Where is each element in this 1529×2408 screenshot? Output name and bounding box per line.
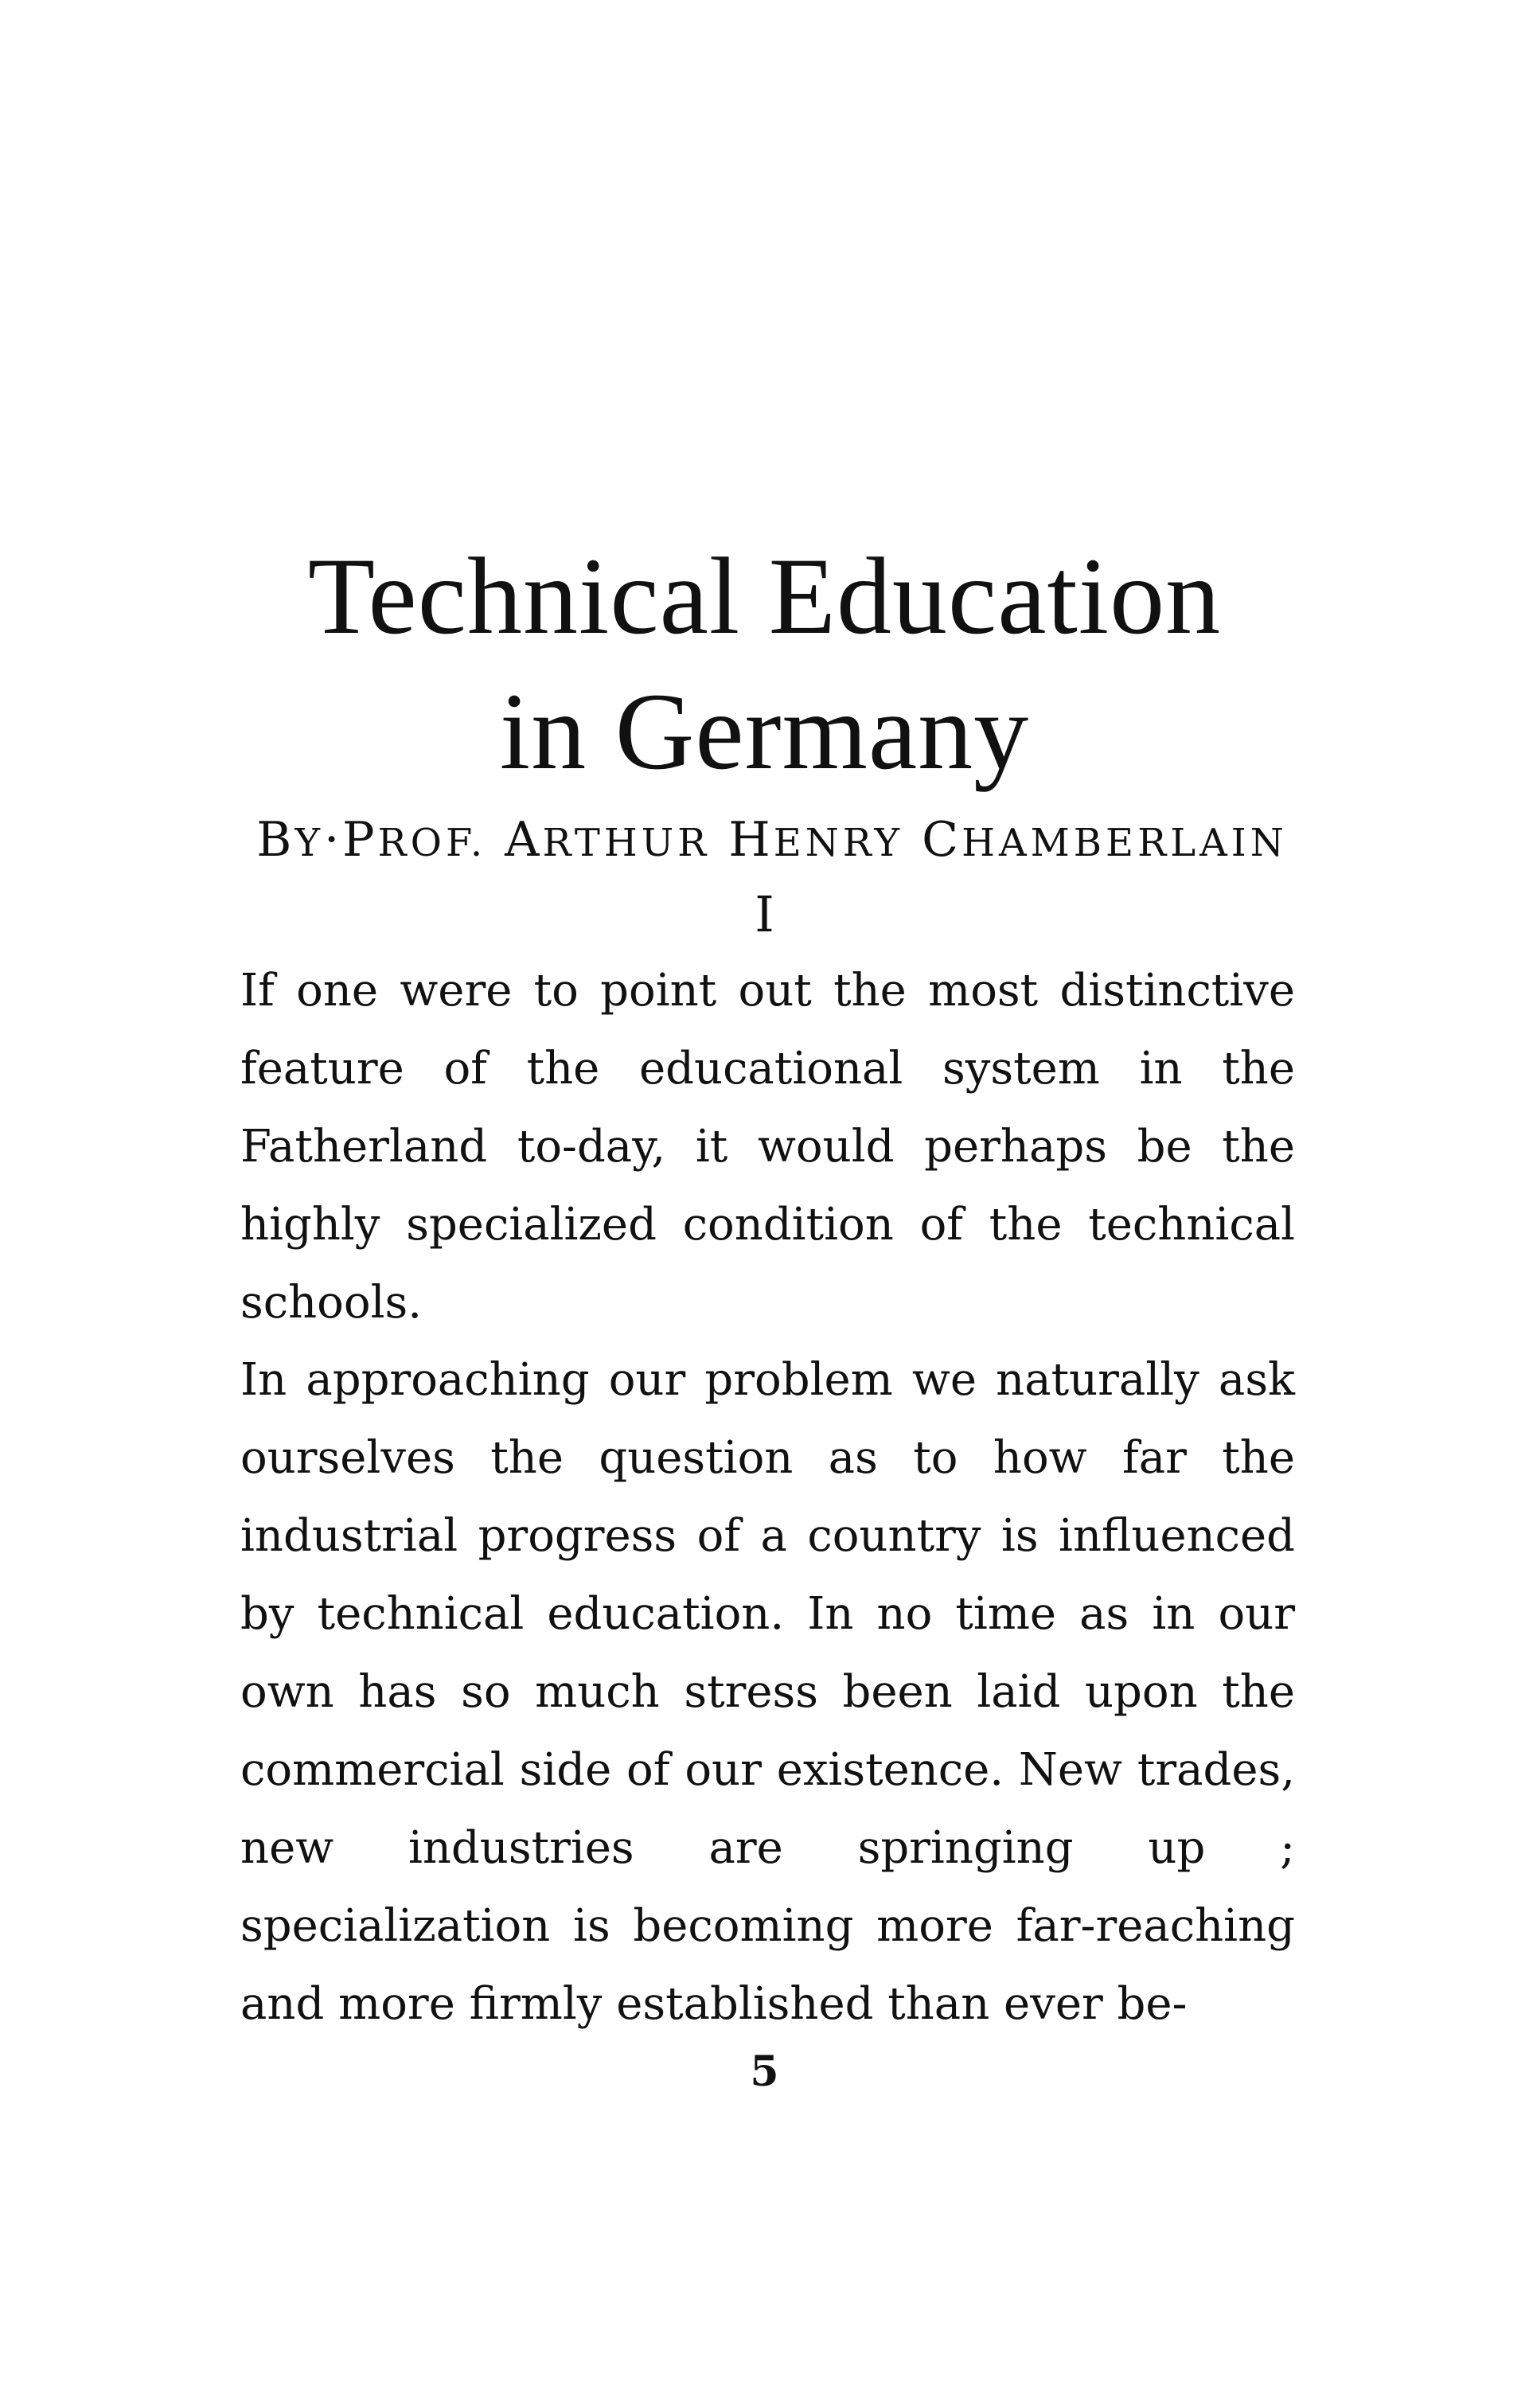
chapter-title-line-1: Technical Education xyxy=(307,535,1222,657)
page-number: 5 xyxy=(750,2047,779,2096)
chapter-title-line-2: in Germany xyxy=(499,670,1030,792)
byline-last-initial: C xyxy=(922,812,962,868)
section-numeral: I xyxy=(755,885,774,943)
byline-separator: · xyxy=(324,812,343,868)
byline-middle-initial: H xyxy=(728,812,774,868)
byline-middle-rest: ENRY xyxy=(773,821,904,865)
body-paragraph-2: In approaching our problem we naturally ask ourselves the question as to how far the industrial progress of a country is influenced by technical education. In no time as in our own has so much stress been laid upon the commercial side of our existence. New trades, new industries are springing up ; specialization is becoming more far-reaching and more firmly established than ever be- xyxy=(240,1354,1295,2030)
byline-prof-rest: ROF. xyxy=(377,821,487,865)
byline-by-initial: B xyxy=(256,812,295,868)
byline-first-rest: RTHUR xyxy=(542,821,711,865)
byline-first-initial: A xyxy=(505,812,543,868)
byline-last-rest: HAMBERLAIN xyxy=(961,821,1288,865)
author-byline xyxy=(223,812,1321,868)
byline-by-rest: Y xyxy=(294,821,325,865)
body-paragraph-1: If one were to point out the most distinctive feature of the educational system in the Fatherland to-day, it would perhaps be the highly specialized condition of the technical schools. xyxy=(240,965,1295,1329)
byline-prof-initial: P xyxy=(342,812,378,868)
